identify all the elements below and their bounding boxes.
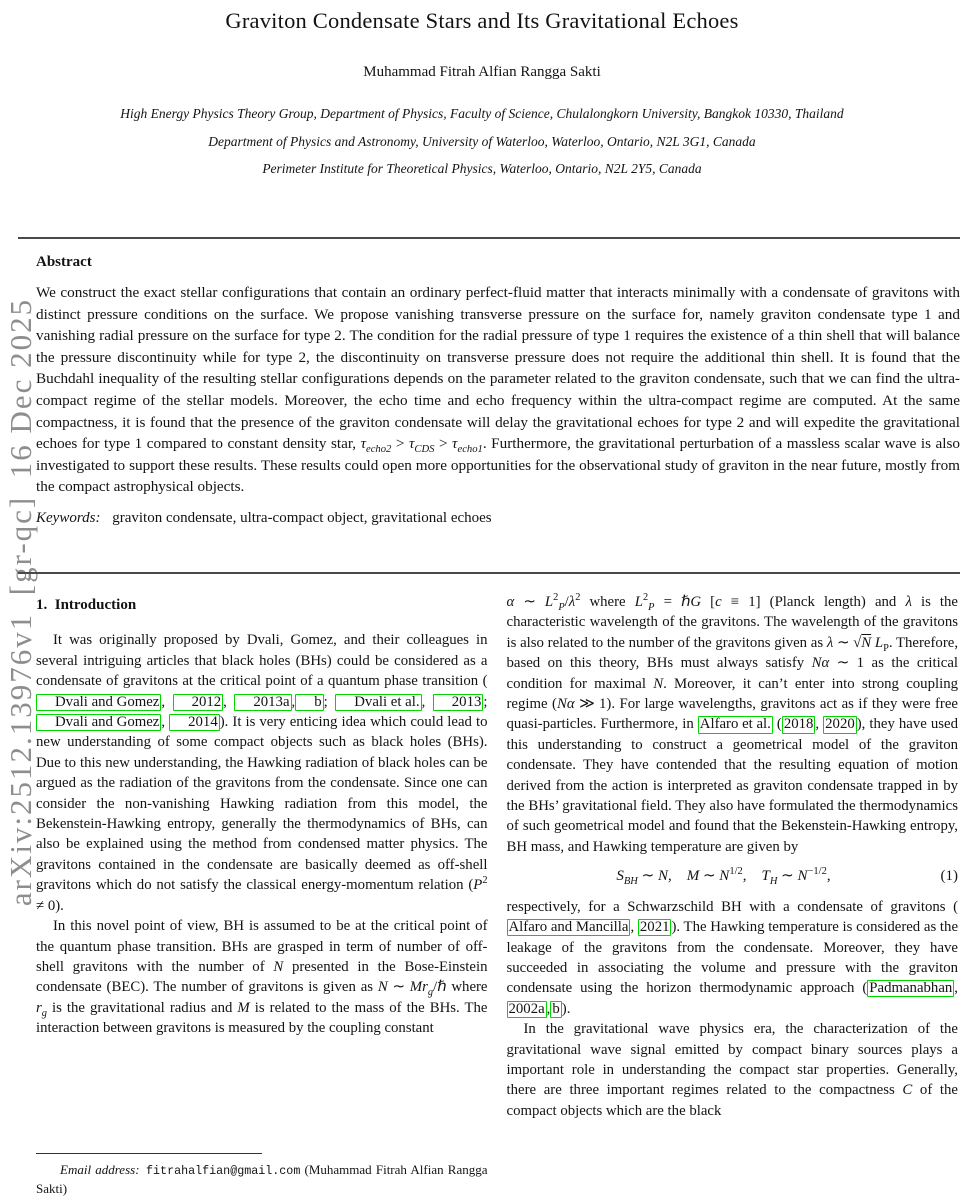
text-run: ). The Hawking temperature is considered as the leakage of the gravitons from the condensate. Moreover, they have succeeded in associating the volume and pressure with the graviton condensate using the horizon thermodynamic approach ( (506, 919, 958, 997)
text-run: ). It is very enticing idea which could lead to new understanding of some compact objects such as black holes (BHs). Due to this new understanding, the Hawking radiation of black holes can be argued as the radiation of the gravitons from the condensate. Since one can consider the non-vanishing Hawking radiation from this model, the Bekenstein-Hawking entropy, generally the thermodynamics of BHs, can also be explained using the method from condensed matter physics. The gravitons contained in the condensate are basically deemed as off-shell gravitons which do not satisfy the classical energy-momentum relation ( (36, 714, 488, 894)
text-run: τ (452, 435, 458, 453)
text-run: Email address: (60, 1162, 147, 1177)
text-run: Nα (556, 696, 575, 713)
top-divider (18, 237, 960, 239)
text-run: ∼ (514, 594, 545, 610)
text-run: N (719, 868, 730, 885)
section-heading-introduction: 1. Introduction (36, 597, 137, 613)
text-run: , (742, 868, 762, 885)
two-column-body (36, 592, 958, 1200)
text-run: ≡ 1] (Planck length) and (721, 594, 906, 610)
text-run: 2 (553, 592, 559, 604)
text-run: , (161, 714, 170, 731)
text-run: = ℏ (654, 594, 691, 610)
text-run: 2 (642, 592, 649, 604)
text-run: ). (561, 1000, 571, 1017)
text-run: echo1 (457, 444, 483, 456)
right-column (507, 592, 959, 1200)
intro-paragraph-2 (36, 916, 488, 1038)
text-run: is related to the mass of the BHs. The interaction between gravitons is measured by the coupling constant (36, 999, 488, 1037)
text-run: We construct the exact stellar configurations that contain an ordinary perfect-fluid matter that interacts minimally with a condensate of gravitons with distinct pressure conditions on the surface. We propose vanishing transverse pressure on the surface for, namely graviton condensate type 1 and vanishing radial pressure on the surface for type 2. The condition for the radial pressure of type 1 requires the existence of a thin shell that will balance the pressure discontinuity while for type 2, the discontinuity on transverse pressure does not require the additional thin shell. It is found that the Buchdahl inequality of the resulting stellar configurations depends on the parameter related to the graviton condensate, such that we can find the ultra-compact regime of the stellar models. Moreover, the echo time and echo frequency within the ultra-compact regime are computed. At the same compactness, it is found that the presence of the graviton condensate will delay the gravitational echoes for type 2 and will expedite the gravitational echoes for type 1 compared to constant density star, (36, 284, 960, 453)
text-run: L (874, 634, 884, 651)
text-run: λ (568, 594, 576, 610)
text-run: > (391, 435, 409, 453)
text-run: /ℏ where (433, 979, 488, 996)
text-run: ≫ 1). For large wavelengths, gravitons act as if they were free quasi-particles. Furthermore, in (506, 696, 958, 733)
text-run: ; (323, 693, 336, 710)
text-run: [ (701, 594, 716, 610)
footnote-rule (36, 1153, 262, 1154)
author-name: Muhammad Fitrah Alfian Rangga Sakti (363, 64, 601, 80)
text-run: . Furthermore, the gravitational perturbation of a massless scalar wave is also investigated to support these results. These results could open more opportunities for the observational study of graviton in the near future, mostly from the compact astrophysical objects. (36, 435, 960, 496)
text-run: C (902, 1082, 913, 1099)
text-run: L (634, 594, 643, 610)
equation-body (507, 866, 941, 886)
citation-link[interactable]: Padmanabhan (869, 980, 953, 997)
text-run: α (506, 594, 515, 610)
citation-link[interactable]: b (552, 1000, 560, 1017)
text-run: / (564, 594, 569, 610)
text-run: T (761, 868, 770, 885)
text-run: 2 (482, 875, 488, 887)
citation-link[interactable]: Dvali and Gomez (36, 714, 161, 731)
footnote-block (36, 1149, 488, 1198)
text-run: N (797, 868, 808, 885)
citation-link[interactable]: 2012 (173, 694, 224, 711)
footnote-text (36, 1161, 488, 1198)
text-run: ), they have used this understanding to construct a geometrical model of the graviton condensate. They have contended that the resulting equation of motion derived from the action is interpreted as graviton condensate trapped in by the BHs’ gravitational field. They also have formulated the thermodynamics of such geometrical model and found that the Bekenstein-Hawking entropy, BH mass, and Hawking temperature are given by (506, 716, 958, 855)
text-run: N (377, 979, 388, 996)
text-run: where (580, 594, 635, 610)
affiliation-2: Department of Physics and Astronomy, University of Waterloo, Waterloo, Ontario, N2L 3G1, Canada (208, 133, 756, 149)
text-run: N (273, 958, 284, 975)
citation-link[interactable]: 2018 (783, 716, 814, 733)
text-run: , (223, 693, 235, 710)
text-run: P (558, 601, 565, 613)
text-run: 2 (575, 592, 581, 604)
text-run: , (630, 919, 638, 936)
text-run: L (544, 594, 554, 610)
mid-divider (18, 572, 960, 574)
citation-link[interactable]: 2014 (169, 714, 220, 731)
text-run: , (161, 693, 173, 710)
text-run: ; (483, 693, 488, 710)
citation-link[interactable]: b (295, 694, 323, 711)
intro-paragraph-3 (507, 592, 959, 857)
text-run: g (427, 987, 434, 999)
text-run: ∼ (637, 868, 658, 885)
citation-link[interactable]: 2002a (508, 1000, 545, 1017)
text-run: ∼ (387, 979, 410, 996)
text-run: λ (826, 634, 834, 651)
text-run: CDS (414, 444, 435, 456)
citation-link[interactable]: 2020 (825, 716, 855, 733)
text-run: N (653, 675, 664, 692)
equation-number: (1) (940, 868, 958, 885)
text-run: > (434, 435, 453, 453)
abstract-section (36, 254, 960, 527)
text-run: (Muhammad Fitrah Alfian Rangga Sakti) (36, 1162, 488, 1196)
paper-title: Graviton Condensate Stars and Its Gravitational Echoes (225, 8, 739, 33)
text-run: ∼ √ (833, 634, 862, 651)
text-run: g (41, 1007, 47, 1019)
citation-link[interactable]: Dvali and Gomez (36, 694, 161, 711)
text-run: τ (408, 435, 415, 453)
text-run: N (861, 634, 872, 651)
text-run: c (715, 594, 722, 610)
text-run: In the gravitational wave physics era, the characterization of the gravitational wave signal emitted by compact binary sources plays a important role in understanding the compact star properties. Generally, there are three important regimes related to the compactness (506, 1021, 958, 1099)
citation-link[interactable]: Alfaro et al. (699, 716, 771, 733)
text-run: , (667, 868, 687, 885)
email-link[interactable]: fitrahalfian@gmail.com (146, 1164, 301, 1178)
citation-link[interactable]: 2013a (234, 694, 291, 711)
intro-paragraph-4 (507, 897, 959, 1019)
abstract-heading: Abstract (36, 254, 92, 270)
text-run: BH (623, 876, 638, 888)
text-run: . Moreover, it can’t enter into strong coupling regime ( (506, 675, 958, 713)
text-run: is the gravitational radius and (46, 999, 238, 1016)
text-run: echo2 (366, 444, 392, 456)
text-run: Mr (409, 979, 428, 996)
keywords-label: Keywords: (36, 509, 101, 526)
text-run: G (690, 594, 702, 610)
text-run: , (815, 716, 824, 733)
text-run: H (769, 876, 778, 888)
text-run: −1/2 (807, 866, 827, 878)
text-run: P (883, 642, 889, 654)
text-run: . Therefore, based on this theory, BHs must always satisfy (506, 634, 958, 672)
citation-link[interactable]: 2013 (433, 694, 484, 711)
affiliation-1: High Energy Physics Theory Group, Department of Physics, Faculty of Science, Chulalongkorn University, Bangkok 10330, Thailand (120, 106, 844, 121)
citation-link[interactable]: Dvali et al. (335, 694, 421, 711)
keywords-line (36, 510, 960, 527)
arxiv-watermark: arXiv:2512.13976v1 [gr-qc] 16 Dec 2025 (3, 297, 38, 907)
text-run: 1/2 (729, 866, 743, 878)
text-run: , (291, 693, 296, 710)
text-run: ∼ (699, 868, 720, 885)
keywords-text: graviton condensate, ultra-compact object, gravitational echoes (112, 509, 492, 526)
text-run: In this novel point of view, BH is assumed to be at the critical point of the quantum phase transition. BHs are grasped in term of number of off-shell gravitons with the number of (36, 918, 488, 975)
text-run: Nα (811, 655, 830, 672)
text-run: ≠ 0). (36, 897, 64, 914)
text-run: presented in the Bose-Einstein condensate (BEC). The number of gravitons is given as (36, 958, 488, 996)
text-run: ∼ (777, 868, 798, 885)
text-run: S (616, 868, 624, 885)
text-run: τ (360, 435, 366, 453)
text-run: λ (905, 594, 912, 610)
text-run: respectively, for a Schwarzschild BH with a condensate of gravitons ( (506, 898, 958, 915)
text-run: P (473, 877, 483, 894)
text-run: , (954, 980, 958, 997)
text-run: , (826, 868, 831, 885)
text-run: M (686, 868, 700, 885)
text-run: M (237, 999, 250, 1016)
intro-paragraph-5 (507, 1019, 959, 1121)
text-run: r (36, 999, 42, 1016)
equation-block (507, 866, 959, 886)
citation-link[interactable]: 2021 (639, 919, 670, 936)
text-run: It was originally proposed by Dvali, Gomez, and their colleagues in several intriguing articles that black holes (BHs) could be considered as a condensate of gravitons at the critical point of a quantum phase transition ( (36, 632, 488, 690)
text-run: P (648, 601, 655, 613)
text-run: is the characteristic wavelength of the gravitons. The wavelength of the gravitons is also related to the number of the gravitons given as (506, 594, 958, 651)
affiliation-3: Perimeter Institute for Theoretical Physics, Waterloo, Ontario, N2L 2Y5, Canada (262, 161, 702, 176)
text-run: , (421, 693, 433, 710)
citation-link[interactable]: Alfaro and Mancilla (508, 919, 629, 936)
text-run: , (546, 1000, 551, 1017)
left-column (36, 592, 488, 1200)
intro-paragraph-1 (36, 630, 488, 916)
text-run: N (657, 868, 668, 885)
abstract-body (36, 282, 960, 498)
text-run: ∼ 1 as the critical condition for maximal (506, 655, 958, 692)
paper-header (0, 8, 964, 183)
text-run: of the compact objects which are the black (506, 1082, 958, 1119)
text-run: ( (772, 716, 782, 733)
